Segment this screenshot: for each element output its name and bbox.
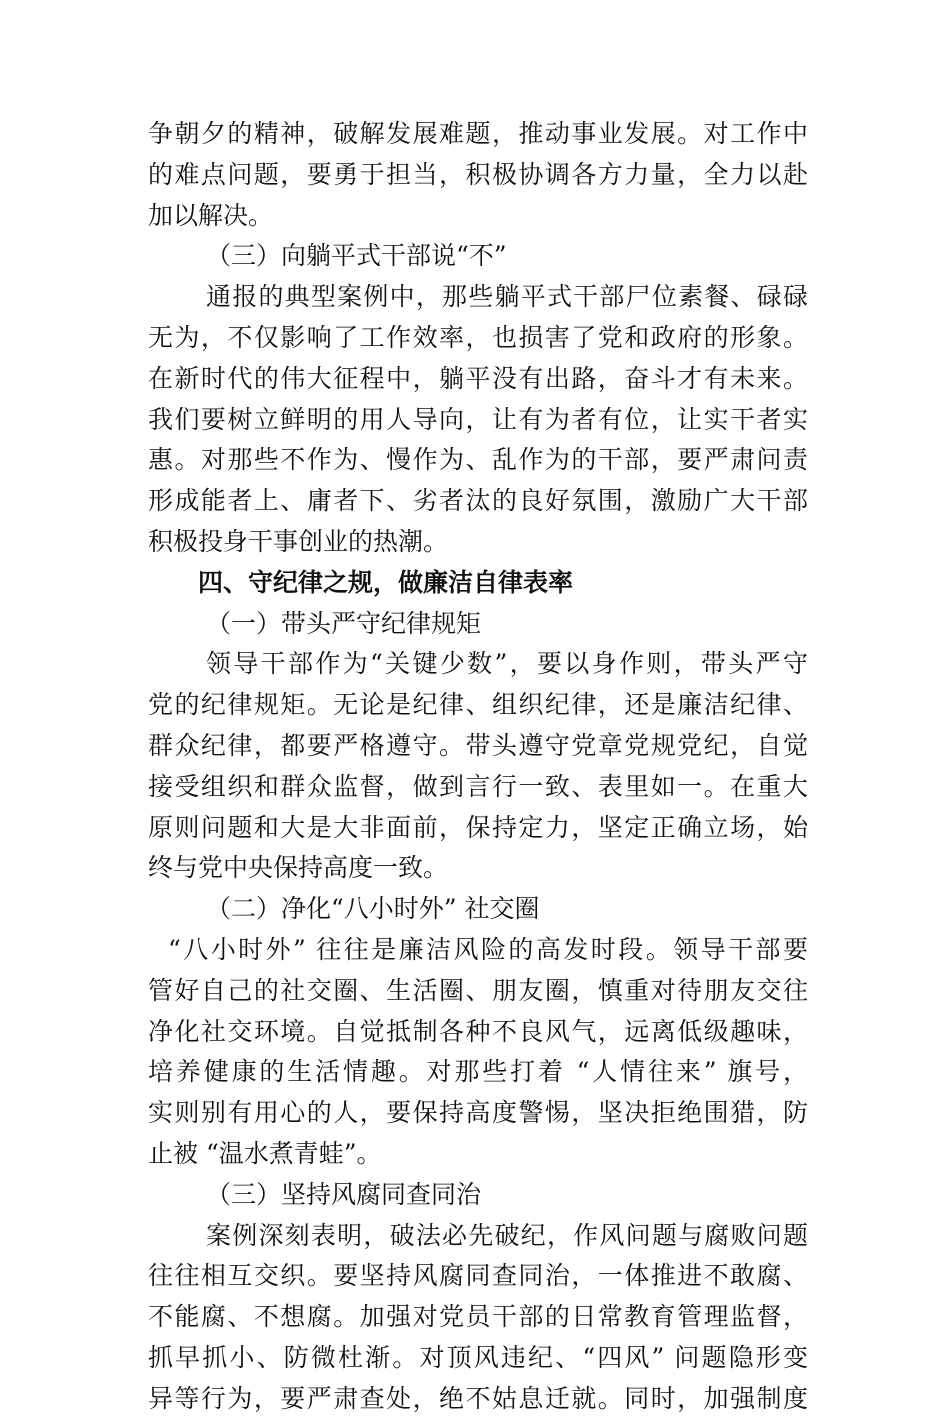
- section-subheading: （三）向躺平式干部说“不”: [206, 241, 507, 271]
- text-line: 的难点问题，要勇于担当，积极协调各方力量，全力以赴: [148, 159, 808, 189]
- text-line: 惠。对那些不作为、慢作为、乱作为的干部，要严肃问责: [148, 445, 808, 475]
- text-line: 净化社交环境。自觉抵制各种不良风气，远离低级趣味，: [148, 1016, 808, 1046]
- text-line: 形成能者上、庸者下、劣者汰的良好氛围，激励广大干部: [148, 486, 808, 516]
- section-subheading: （二）净化“八小时外” 社交圈: [206, 894, 540, 924]
- text-line: 实则别有用心的人，要保持高度警惕，坚决拒绝围猎，防: [148, 1098, 808, 1128]
- text-line: 原则问题和大是大非面前，保持定力，坚定正确立场，始: [148, 812, 808, 842]
- document-page: [148, 114, 808, 1420]
- text-line: 加以解决。: [148, 200, 274, 230]
- text-line: 群众纪律，都要严格遵守。带头遵守党章党规党纪，自觉: [148, 730, 808, 760]
- text-line: 往往相互交织。要坚持风腐同查同治，一体推进不敢腐、: [148, 1261, 808, 1291]
- text-line: 异等行为，要严肃查处，绝不姑息迁就。同时，加强制度: [148, 1383, 808, 1413]
- paragraph-first-line: 案例深刻表明，破法必先破纪，作风问题与腐败问题: [206, 1220, 808, 1250]
- section-subheading: （三）坚持风腐同查同治: [206, 1179, 482, 1209]
- text-line: 争朝夕的精神，破解发展难题，推动事业发展。对工作中: [148, 119, 808, 148]
- text-line: 我们要树立鲜明的用人导向，让有为者有位，让实干者实: [148, 404, 808, 434]
- text-line: 接受组织和群众监督，做到言行一致、表里如一。在重大: [148, 771, 808, 801]
- paragraph-first-line: “八小时外” 往往是廉洁风险的高发时段。领导干部要: [168, 934, 808, 964]
- text-line: 积极投身干事创业的热潮。: [148, 526, 449, 556]
- text-line: 党的纪律规矩。无论是纪律、组织纪律，还是廉洁纪律、: [148, 690, 808, 720]
- text-line: 培养健康的生活情趣。对那些打着 “人情往来” 旗号，: [148, 1057, 808, 1087]
- text-line: 在新时代的伟大征程中，躺平没有出路，奋斗才有未来。: [148, 363, 808, 393]
- text-line: 不能腐、不想腐。加强对党员干部的日常教育管理监督，: [148, 1302, 808, 1332]
- paragraph-first-line: 通报的典型案例中，那些躺平式干部尸位素餐、碌碌: [206, 282, 808, 312]
- text-line: 止被 “温水煮青蛙”。: [148, 1138, 382, 1168]
- text-line: 抓早抓小、防微杜渐。对顶风违纪、“四风” 问题隐形变: [148, 1342, 808, 1372]
- text-line: 无为，不仅影响了工作效率，也损害了党和政府的形象。: [148, 322, 808, 352]
- text-line: 管好自己的社交圈、生活圈、朋友圈，慎重对待朋友交往: [148, 975, 808, 1005]
- section-heading: 四、守纪律之规，做廉洁自律表率: [198, 567, 574, 597]
- section-subheading: （一）带头严守纪律规矩: [206, 608, 482, 638]
- paragraph-first-line: 领导干部作为“关键少数”，要以身作则，带头严守: [206, 649, 808, 679]
- text-line: 终与党中央保持高度一致。: [148, 853, 449, 883]
